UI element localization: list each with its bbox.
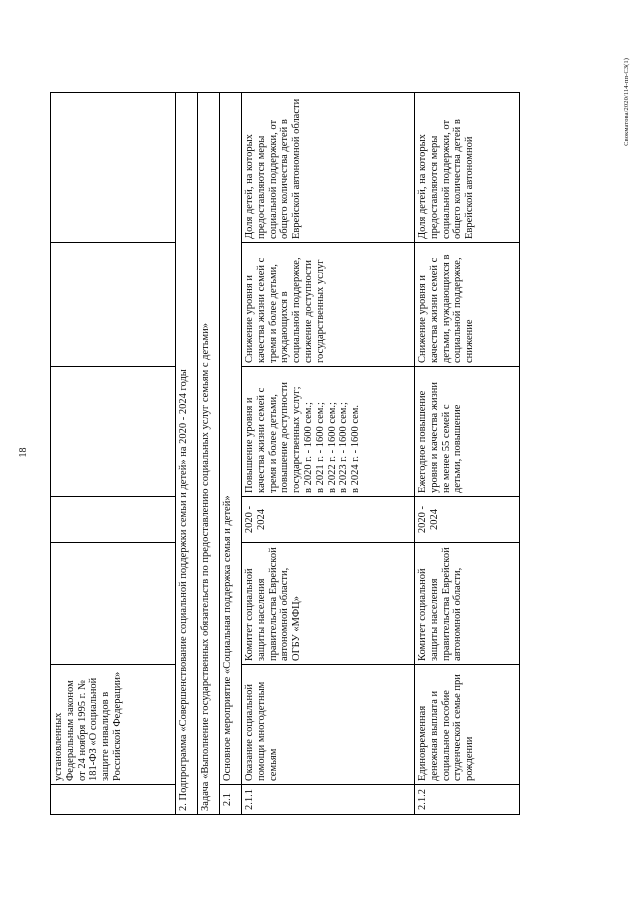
page-number: 18 [18, 447, 29, 458]
expected-result: Повышение уровня и качества жизни семей с тремя и более детьми, повышение доступности государственных услуг; в 2020 г. - 1600 сем.; в 2021 г. - 1600 сем.; в 2022 г. - 1600 сем.; в 2023 г. - 1600 сем.; в 2024 г. - 1600 сем. [242, 367, 415, 497]
subprogram-title: 2. Подпрограмма «Совершенствование социальной поддержки семьи и детей» на 2020 - 2024 годы [176, 93, 198, 815]
period: 2020 - 2024 [242, 497, 415, 543]
row-number: 2.1.2 [415, 785, 520, 815]
indicator: Доля детей, на которых предоставляются меры социальной поддержки, от общего количества детей в Еврейской автономной области [242, 93, 415, 243]
executor: Комитет социальной защиты населения правительства Еврейской автономной области, [415, 543, 520, 665]
consequences: Снижение уровня и качества жизни семей с тремя и более детьми, нуждающихся в социальной поддержке, снижение доступности государственных услуг [242, 243, 415, 367]
main-activity-number: 2.1 [220, 785, 242, 815]
task-row [198, 93, 220, 815]
row-number: 2.1.1 [242, 785, 415, 815]
period: 2020 - 2024 [415, 497, 520, 543]
document-footer: Свокматова/2020/114-пп-СЗ(1) [623, 58, 630, 146]
consequences: Снижение уровня и качества жизни семей с детьми, нуждающихся в социальной поддержке, снижение [415, 243, 520, 367]
program-table [50, 92, 520, 815]
activity-name: Оказание социальной помощи многодетным семьям [242, 665, 415, 785]
table-row [415, 93, 520, 815]
expected-result: Ежегодное повышение уровня и качества жизни не менее 55 семей с детьми, повышение [415, 367, 520, 497]
executor: Комитет социальной защиты населения правительства Еврейской автономной области, ОГБУ «МФЦ» [242, 543, 415, 665]
main-activity-row [220, 93, 242, 815]
task-title: Задача «Выполнение государственных обязательств по предоставлению социальных услуг семьям с детьми» [198, 93, 220, 815]
main-activity-title: Основное мероприятие «Социальная поддержка семья и детей» [220, 93, 242, 785]
indicator: Доля детей, на которых предоставляются меры социальной поддержки, от общего количества детей в Еврейской автономной [415, 93, 520, 243]
subprogram-row [176, 93, 198, 815]
activity-name: Единовременная денежная выплата и социальное пособие студенческой семье при рождении [415, 665, 520, 785]
continuation-cell: установленных Федеральным законом от 24 ноября 1995 г. № 181-ФЗ «О социальной защите инвалидов в Российской Федерации» [51, 665, 176, 785]
table-row [51, 93, 176, 815]
table-row [242, 93, 415, 815]
